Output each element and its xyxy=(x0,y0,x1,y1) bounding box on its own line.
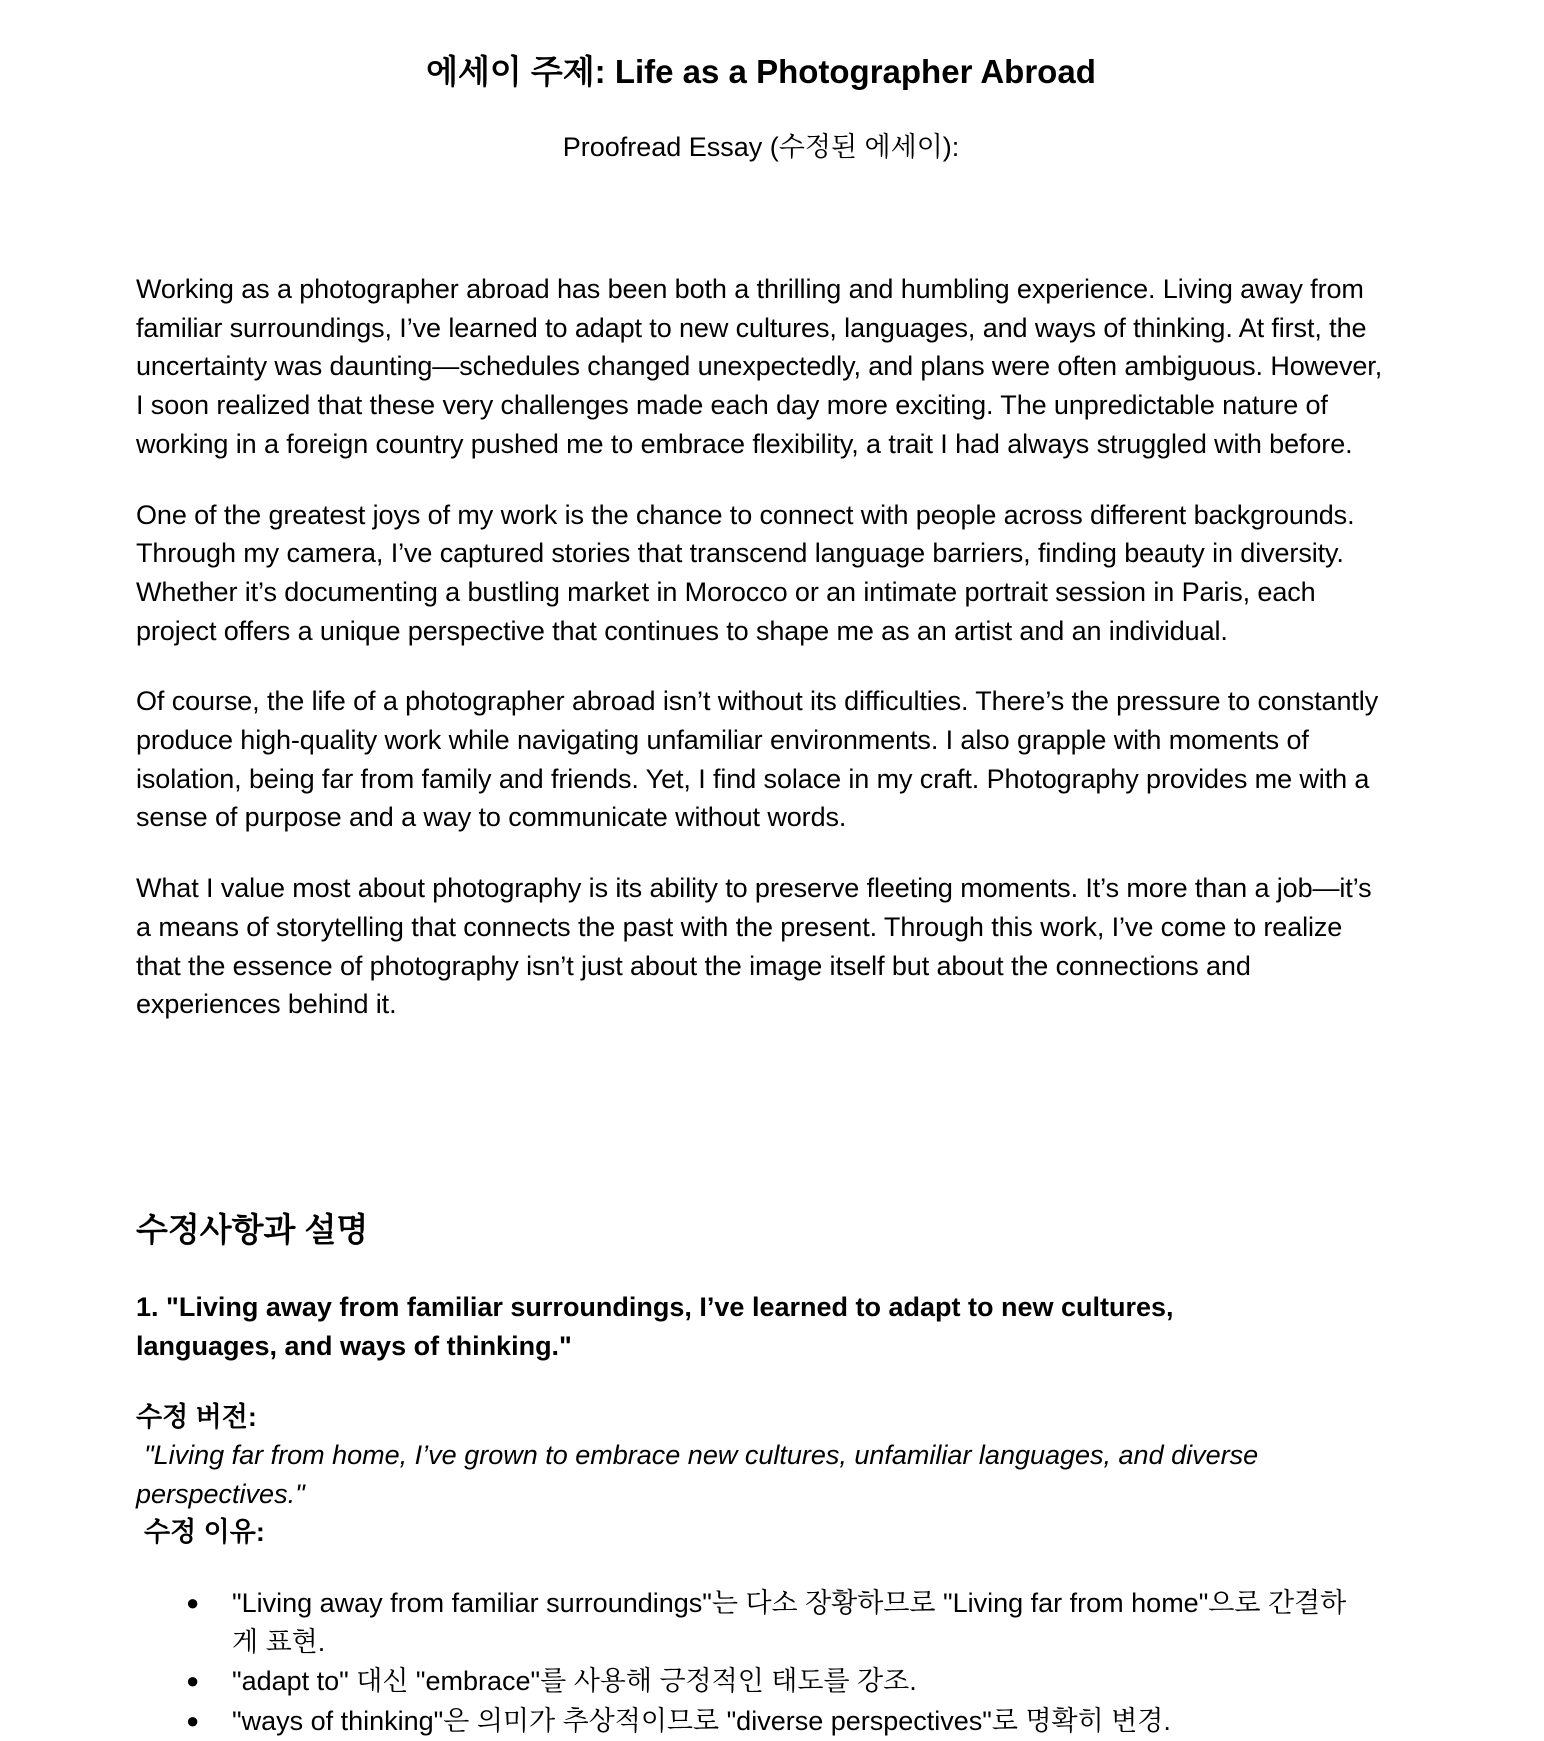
revision-reason-list xyxy=(136,1584,1386,1741)
bullet-icon: ● xyxy=(186,1707,200,1733)
essay-paragraph-1: Working as a photographer abroad has been both a thrilling and humbling experience. Living away from familiar surroundings, I’ve learned to adapt to new cultures, languages, and ways of thinking. At first, the uncertainty was daunting—schedules changed unexpectedly, and plans were often ambiguous. However, I soon realized that these very challenges made each day more exciting. The unpredictable nature of working in a foreign country pushed me to embrace flexibility, a trait I had always struggled with before. xyxy=(136,274,1383,459)
list-item xyxy=(136,1584,1352,1661)
essay-title: 에세이 주제: Life as a Photographer Abroad xyxy=(426,53,1096,90)
essay-body xyxy=(136,270,1386,1056)
bullet-icon: ● xyxy=(186,1668,200,1693)
revised-version-label: 수정 버전: xyxy=(136,1402,257,1432)
list-item xyxy=(136,1662,1352,1701)
reason-text: "ways of thinking"은 의미가 추상적이므로 "diverse perspectives"로 명확히 변경. xyxy=(232,1705,1171,1736)
essay-paragraph-4: What I value most about photography is its ability to preserve fleeting moments. It’s more than a job—it’s a means of storytelling that connects the past with the present. Through this work, I’ve come to realize that the essence of photography isn’t just about the image itself but about the connections and experiences behind it. xyxy=(136,873,1372,1020)
revision-reason-label: 수정 이유: xyxy=(144,1517,265,1547)
list-item xyxy=(136,1702,1352,1741)
essay-subtitle: Proofread Essay (수정된 에세이): xyxy=(562,132,960,162)
bullet-icon: ● xyxy=(186,1590,200,1615)
revised-version-text: "Living far from home, I’ve grown to embrace new cultures, unfamiliar languages, and diverse perspectives." xyxy=(136,1440,1259,1509)
reason-text: "adapt to" 대신 "embrace"를 사용해 긍정적인 태도를 강조. xyxy=(232,1666,917,1696)
essay-paragraph-3: Of course, the life of a photographer abroad isn’t without its difficulties. There’s the pressure to constantly produce high-quality work while navigating unfamiliar environments. I also grapple with moments of isolation, being far from family and friends. Yet, I find solace in my craft. Photography provides me with a sense of purpose and a way to communicate without words. xyxy=(136,686,1379,833)
revision-item-title: 1. "Living away from familiar surroundings, I’ve learned to adapt to new cultures, languages, and ways of thinking." xyxy=(136,1292,1174,1361)
revisions-heading: 수정사항과 설명 xyxy=(136,1211,369,1248)
reason-text: "Living away from familiar surroundings"는 다소 장황하므로 "Living far from home"으로 간결하게 표현. xyxy=(232,1588,1347,1657)
essay-paragraph-2: One of the greatest joys of my work is the chance to connect with people across different backgrounds. Through my camera, I’ve captured stories that transcend language barriers, finding beauty in diversity. Whether it’s documenting a bustling market in Morocco or an intimate portrait session in Paris, each project offers a unique perspective that continues to shape me as an artist and an individual. xyxy=(136,499,1355,646)
